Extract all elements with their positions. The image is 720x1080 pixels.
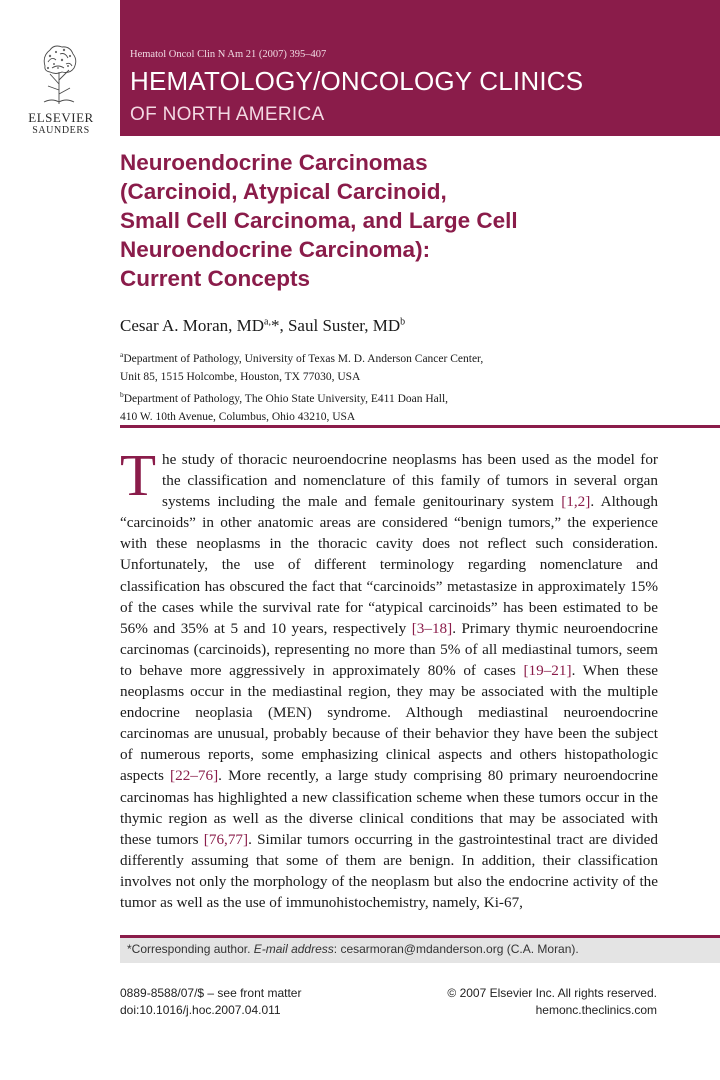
article-title-line: (Carcinoid, Atypical Carcinoid,: [120, 179, 447, 204]
body-text-span: . More recently, a large study comprising 80 primary neuroendocrine carcinomas has highlighted a new classification scheme when these tumors occur in the thymic region as well as the diverse clinical conditions that may be associated with these tumors: [120, 767, 658, 848]
citation-link[interactable]: [19–21]: [523, 661, 572, 679]
corresponding-author-marker: *: [270, 316, 280, 335]
corresponding-author-note: *Corresponding author. E-mail address: cesarmoran@mdanderson.org (C.A. Moran).: [127, 942, 579, 956]
affiliation-line: 410 W. 10th Avenue, Columbus, Ohio 43210, USA: [120, 410, 356, 423]
citation-link[interactable]: [76,77]: [203, 830, 249, 848]
affiliation-line: Unit 85, 1515 Holcombe, Houston, TX 77030, USA: [120, 370, 361, 383]
section-divider: [120, 425, 720, 428]
article-title-line: Neuroendocrine Carcinoma):: [120, 237, 431, 262]
article-title-line: Current Concepts: [120, 266, 311, 291]
affiliation-line: $^b$Department of Pathology, The Ohio State University, E411 Doan Hall,: [120, 389, 449, 405]
affiliation-marker: a,: [264, 316, 271, 328]
email-link[interactable]: cesarmoran@mdanderson.org: [340, 942, 504, 956]
affiliation-line: $^a$Department of Pathology, University of Texas M. D. Anderson Cancer Center,: [120, 350, 484, 365]
affiliations: [120, 346, 483, 426]
affiliation-marker: a: [120, 350, 124, 359]
body-text-span: . When these neoplasms occur in the mediastinal region, they may be associated with the multiple endocrine neoplasia (MEN) syndrome. Although mediastinal neuroendocrine carcinomas are unusual, probably because of their behavior they have been the subject of numerous reports, some emphasizing clinical aspects and others histopathologic aspects: [120, 661, 658, 785]
doi-text: doi:10.1016/j.hoc.2007.04.011: [120, 1003, 281, 1017]
article-title: [120, 148, 680, 293]
journal-website-link[interactable]: hemonc.theclinics.com: [535, 1003, 657, 1017]
journal-subtitle: OF NORTH AMERICA: [130, 104, 325, 125]
copyright-text: © 2007 Elsevier Inc. All rights reserved.: [447, 986, 657, 1000]
affiliation-marker: b: [400, 316, 406, 328]
author-name: Cesar A. Moran, MD: [120, 316, 265, 335]
publisher-name: ELSEVIER: [28, 110, 94, 125]
elsevier-tree-icon: [40, 44, 78, 106]
publisher-imprint: SAUNDERS: [32, 125, 90, 136]
affiliation-marker: b: [120, 389, 124, 399]
author-separator: ,: [279, 316, 288, 335]
body-text-span: . Although “carcinoids” in other anatomic areas are considered “benign tumors,” the experience with these neoplasms in the thoracic cavity does not reflect such consideration. Unfortunately, the use of different terminology regarding nomenclature and classification has obscured the fact that “carcinoids” metastasize in approximately 15% of the cases while the survival rate for “atypical carcinoids” has been estimated to be 56% and 35% at 5 and 10 years, respectively: [120, 493, 658, 637]
footnote-divider: [120, 935, 720, 938]
citation-link[interactable]: [1,2]: [561, 493, 591, 511]
body-paragraph: [120, 442, 658, 913]
author-list: [120, 316, 405, 336]
journal-citation: Hematol Oncol Clin N Am 21 (2007) 395–407: [130, 49, 327, 60]
body-text-span: he study of thoracic neuroendocrine neoplasms has been used as the model for the classification and nomenclature of this family of tumors in several organ systems including the male and female genitourinary system: [162, 451, 658, 511]
body-text-span: . Primary thymic neuroendocrine carcinomas (carcinoids), representing no more than 5% of all mediastinal tumors, seem to behave more aggressively in approximately 80% of cases: [120, 619, 658, 679]
citation-link[interactable]: [22–76]: [170, 767, 219, 785]
journal-header: [120, 0, 720, 136]
issn-text: 0889-8588/07/$ – see front matter: [120, 986, 302, 1000]
drop-cap: T: [120, 442, 157, 508]
author-name: Saul Suster, MD: [287, 316, 401, 335]
footnote: [120, 935, 720, 963]
article-title-line: Small Cell Carcinoma, and Large Cell: [120, 208, 518, 233]
publisher-logo: [6, 44, 112, 136]
citation-link[interactable]: [3–18]: [411, 619, 453, 637]
article-title-line: Neuroendocrine Carcinomas: [120, 150, 428, 175]
copyright-block: [447, 985, 657, 1019]
journal-title: HEMATOLOGY/ONCOLOGY CLINICS: [130, 66, 584, 96]
body-text-span: . Similar tumors occurring in the gastrointestinal tract are divided differently assuming that some of them are benign. In addition, their classification involves not only the morphology of the neoplasm but also the endocrine activity of the tumor as well as the use of immunohistochemistry, namely, Ki-67,: [120, 830, 658, 911]
article-identifiers: [120, 985, 301, 1019]
